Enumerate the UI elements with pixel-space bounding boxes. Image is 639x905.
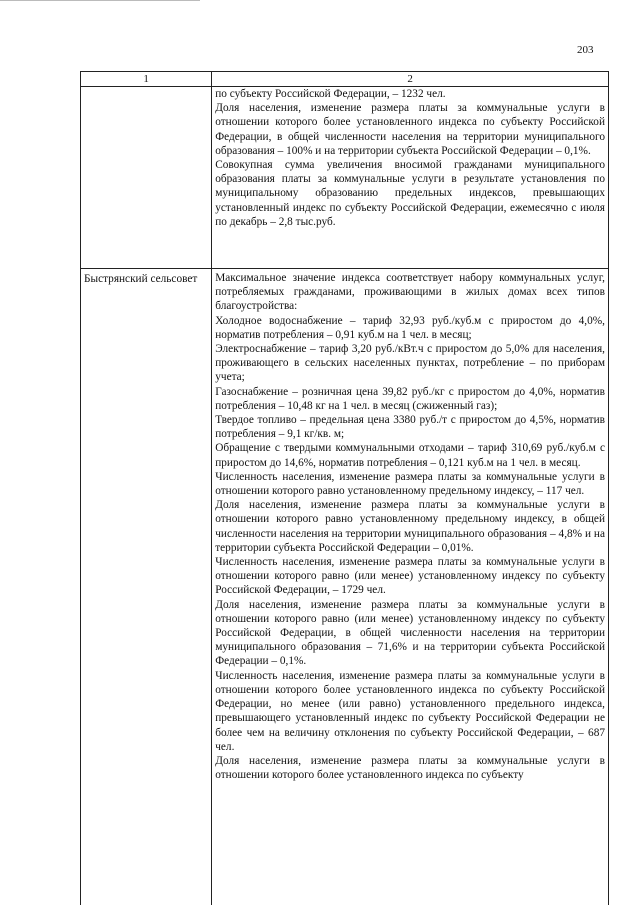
paragraph: Холодное водоснабжение – тариф 32,93 руб./куб.м с приростом до 4,0%, норматив потребления – 0,91 куб.м на 1 чел. в месяц; [215, 314, 605, 341]
paragraph: Максимальное значение индекса соответствует набору коммунальных услуг, потребляемых гражданами, проживающими в жилых домах всех типов благоустройства: [215, 272, 605, 313]
paragraph: Совокупная сумма увеличения вносимой гражданами муниципального образования платы за коммунальные услуги в результате установления по муниципальному образованию предельных индексов, превышающих установленный индекс по субъекту Российской Федерации, ежемесячно с июля по декабрь – 2,8 тыс.руб. [215, 159, 605, 228]
paragraph: Доля населения, изменение размера платы за коммунальные услуги в отношении которого более установленного индекса по субъекту Российской Федерации, в общей численности населения на территории муниципального образования – 100% и на территории субъекта Российской Федерации – 0,1%. [215, 102, 605, 157]
scan-edge-line [0, 0, 200, 1]
column-header-2: 2 [212, 72, 609, 87]
row-content-cell [212, 87, 609, 269]
paragraph: Доля населения, изменение размера платы за коммунальные услуги в отношении которого равно (или менее) установленному индексу по субъекту Российской Федерации, в общей численности населения на территории муниципального образования – 71,6% и на территории субъекта Российской Федерации – 0,1%. [215, 598, 605, 668]
paragraph: Численность населения, изменение размера платы за коммунальные услуги в отношении которого более установленного индекса по субъекту Российской Федерации, но менее (или равно) установленного предельного индекса, превышающего установленный индекс по субъекту Российской Федерации не более чем на величину отклонения по субъекту Российской Федерации, – 687 чел. [215, 669, 605, 753]
paragraph: по субъекту Российской Федерации, – 1232 чел. [215, 88, 446, 100]
row-label [81, 87, 211, 90]
column-header-1: 1 [81, 72, 212, 87]
paragraph: Численность населения, изменение размера платы за коммунальные услуги в отношении которого равно (или менее) установленному индексу по субъекту Российской Федерации, – 1729 чел. [215, 556, 605, 597]
paragraph: Доля населения, изменение размера платы за коммунальные услуги в отношении которого более установленного индекса по субъекту [215, 754, 605, 782]
paragraph: Твердое топливо – предельная цена 3380 руб./т с приростом до 4,5%, норматив потребления – 9,1 кг/кв. м; [215, 414, 605, 441]
paragraph: Доля населения, изменение размера платы за коммунальные услуги в отношении которого равно установленному предельному индексу, в общей численности населения на территории муниципального образования – 4,8% и на территории субъекта Российской Федерации – 0,01%. [215, 499, 605, 554]
paragraph: Численность населения, изменение размера платы за коммунальные услуги в отношении которого равно установленному предельному индексу, – 117 чел. [215, 470, 605, 498]
paragraph: Обращение с твердыми коммунальными отходами – тариф 310,69 руб./куб.м с приростом до 14,6%, норматив потребления – 0,121 куб.м на 1 чел. в месяц. [215, 442, 605, 469]
paragraph: Электроснабжение – тариф 3,20 руб./кВт.ч с приростом до 5,0% для населения, проживающего в сельских населенных пунктах, потребление – по приборам учета; [215, 343, 605, 384]
table-row [81, 87, 609, 269]
row-label-bystryansky: Быстрянский сельсовет [84, 273, 198, 285]
row-label-cell [81, 269, 212, 905]
table-header-row [81, 72, 609, 87]
table-row [81, 269, 609, 905]
page-number: 203 [577, 44, 594, 56]
row-label-cell [81, 87, 212, 269]
paragraph: Газоснабжение – розничная цена 39,82 руб./кг с приростом до 4,0%, норматив потребления – 10,48 кг на 1 чел. в месяц (сжиженный газ); [215, 385, 605, 412]
row-content-cell [212, 269, 609, 905]
data-table [80, 71, 609, 905]
